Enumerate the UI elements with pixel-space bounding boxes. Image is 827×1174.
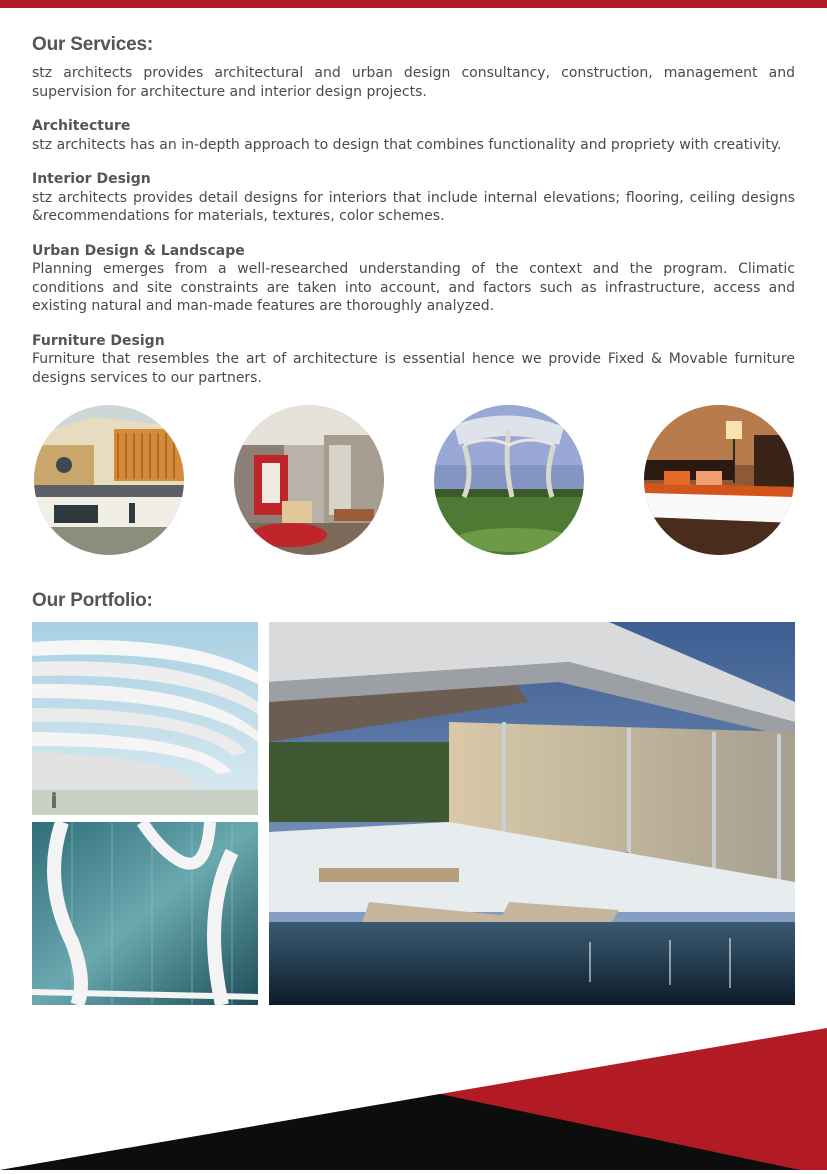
service-heading: Architecture <box>32 118 131 134</box>
portfolio-title: Our Portfolio: <box>32 590 153 611</box>
interior-design-image <box>234 405 384 555</box>
service-heading: Interior Design <box>32 171 151 187</box>
service-description: Furniture that resembles the art of architecture is essential hence we provide Fixed & Movable furniture designs services to our partners. <box>32 351 795 386</box>
service-description: stz architects has an in-depth approach to design that combines functionality and propriety with creativity. <box>32 136 782 153</box>
services-section <box>32 34 795 387</box>
service-description: stz architects provides detail designs for interiors that include internal elevations; flooring, ceiling designs &recommendations for materials, textures, color schemes. <box>32 189 795 224</box>
service-description: Planning emerges from a well-researched understanding of the context and the program. Climatic conditions and site constraints are taken into account, and factors such as infrastructure, access and existing natural and man-made features are thoroughly analyzed. <box>32 261 795 314</box>
services-intro: stz architects provides architectural and urban design consultancy, construction, management and supervision for architecture and interior design projects. <box>32 65 795 100</box>
footer-decoration <box>0 1020 827 1170</box>
portfolio-modern-house-image <box>269 622 795 1005</box>
furniture-design-image <box>644 405 794 555</box>
service-heading: Urban Design & Landscape <box>32 242 245 259</box>
services-title: Our Services: <box>32 34 153 55</box>
architecture-image <box>34 405 184 555</box>
urban-design-image <box>434 405 584 555</box>
service-images-row <box>0 405 827 557</box>
portfolio-curved-building-image <box>32 622 258 815</box>
service-architecture <box>32 117 795 154</box>
service-furniture-design <box>32 332 795 388</box>
service-interior-design <box>32 170 795 226</box>
top-accent-bar <box>0 0 827 8</box>
portfolio-glass-facade-image <box>32 822 258 1005</box>
service-urban-design <box>32 242 795 316</box>
service-heading: Furniture Design <box>32 332 165 349</box>
